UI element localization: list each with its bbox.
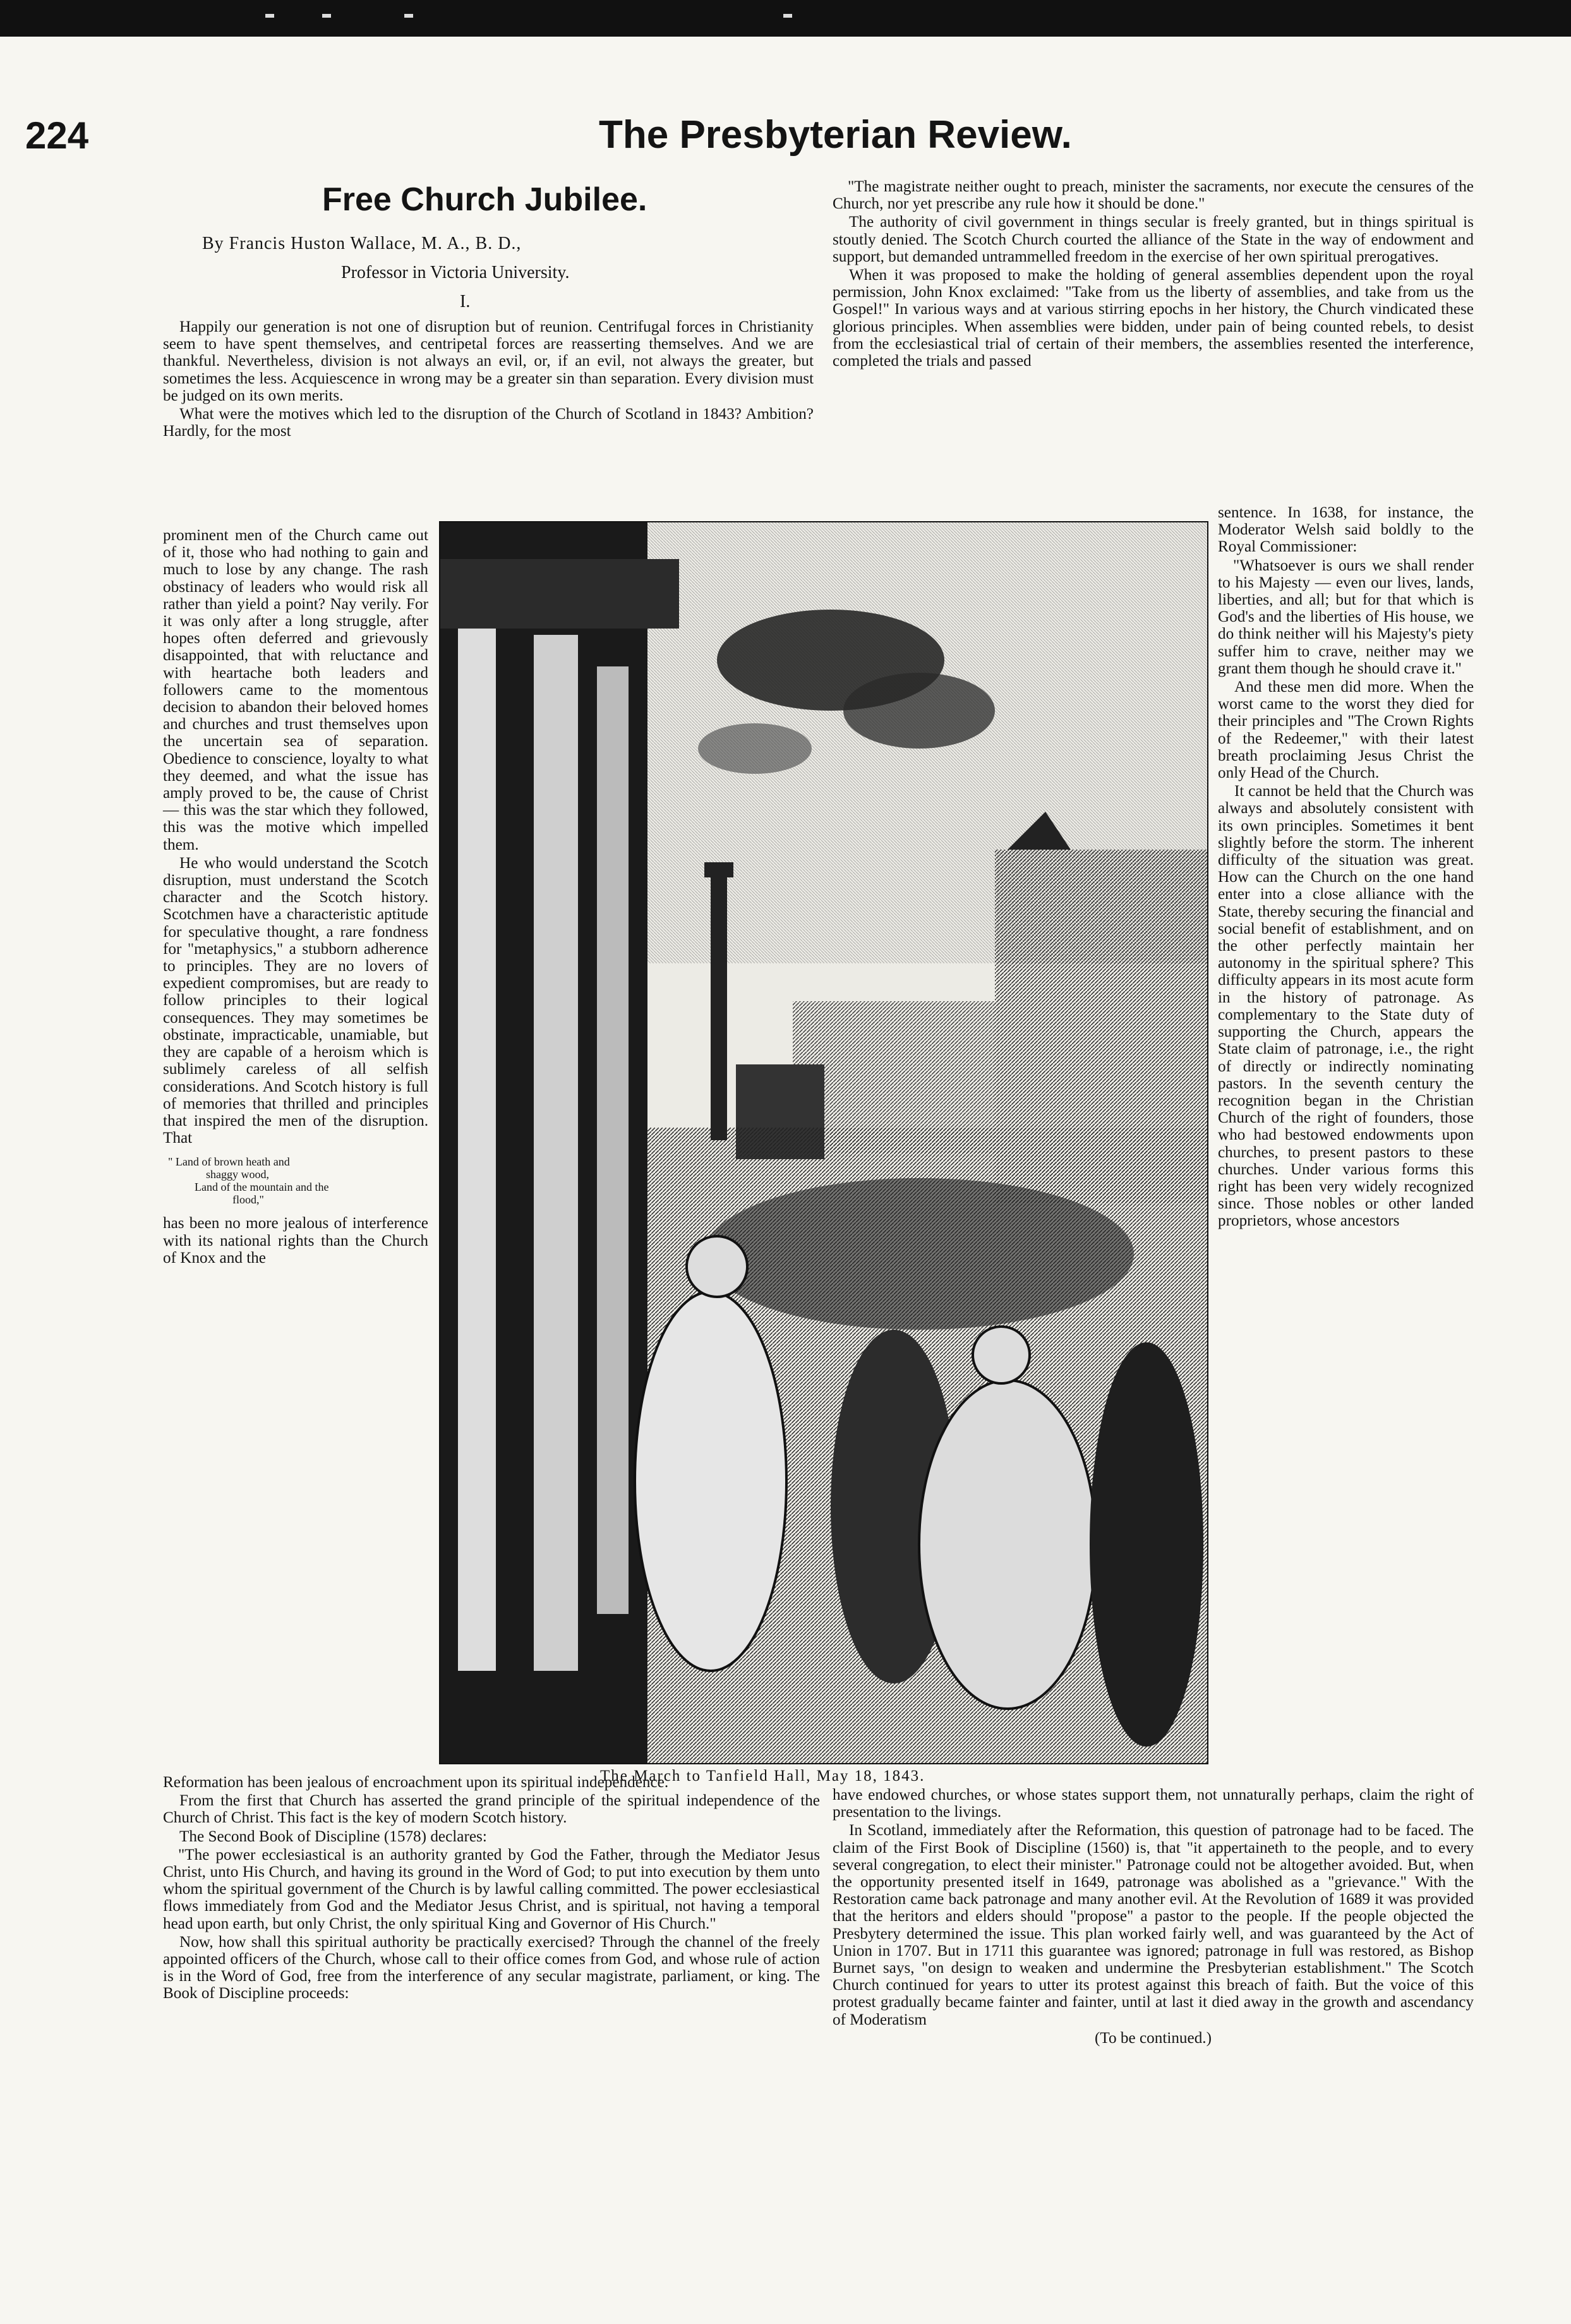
crowd-mass (704, 1178, 1134, 1330)
verse-line: flood," (232, 1193, 264, 1207)
paragraph: When it was proposed to make the holding of general assemblies dependent upon the royal permission, John Knox exclaimed: "Take from us the liberty of assemblies, and take from us the Gospel!" In various ways and at various stirring epochs in her history, the Church vindicated these glorious principles. When assemblies were bidden, under pain of being counted rebels, to desist from the ecclesiastical trial of certain of their members, the assemblies resented the interference, completed the trials and passed (833, 267, 1474, 370)
figure-head (687, 1236, 747, 1297)
paragraph: have endowed churches, or whose states support them, not unnaturally perhaps, claim the right of presentation to the livings. (833, 1786, 1474, 1821)
paragraph: He who would understand the Scotch disruption, must understand the Scotch character and the Scotch history. Scotchmen have a characteristic aptitude for speculative thought, a rare fondness for "metaphysics," a stubborn adherence to principles. They are no lovers of expedient compromises, but are ready to follow principles to their logical consequences. They may sometimes be obstinate, impracticable, unamiable, but they are capable of a heroism which is sublimely careless of all selfish considerations. And Scotch history is full of memories that thrilled and principles that inspired the men of the disruption. That (163, 854, 428, 1147)
paragraph: What were the motives which led to the disruption of the Church of Scotland in 1843? Ambition? Hardly, for the most (163, 406, 814, 440)
paragraph: has been no more jealous of interference with its national rights than the Church of Knox and the (163, 1215, 428, 1267)
monument-top (704, 862, 733, 877)
column (597, 666, 629, 1614)
paragraph: Now, how shall this spiritual authority be practically exercised? Through the channel of the freely appointed officers of the Church, whose call to their office comes from God, and whose rule of action is in the Word of God, free from the interference of any secular magistrate, parliament, or king. The Book of Discipline proceeds: (163, 1933, 820, 2002)
paragraph: prominent men of the Church came out of it, those who had nothing to gain and much to lose by any change. The rash obstinacy of leaders who would risk all rather than yield a point? Nay verily. For it was only after a long struggle, after hopes often deferred and grievously disappointed, that with reluctance and with heartache both leaders and followers came to the momentous decision to abandon their beloved homes and churches and trust themselves upon the uncertain sea of separation. Obedience to conscience, loyalty to what they deemed, and what the issue has amply proved to be, the cause of Christ — this was the star which they followed, this was the motive which impelled them. (163, 527, 428, 853)
column (534, 635, 578, 1671)
left-column-narrow (163, 527, 428, 1268)
right-column-narrow (1218, 504, 1474, 1231)
verse-quotation (163, 1155, 428, 1206)
scan-top-border (0, 0, 1571, 37)
verse-line: " Land of brown heath and (168, 1155, 290, 1169)
paragraph: It cannot be held that the Church was always and absolutely consistent with its own principles. Sometimes it bent slightly before the storm. The inherent difficulty of the situation was great. How can the Church on the one hand enter into a close alliance with the State, thereby securing the financial and social benefit of establishment, and on the other perfectly maintain her autonomy in the spiritual sphere? This difficulty appears in its most acute form in the history of patronage. As complementary to the State duty of supporting the Church, appears the State claim of patronage, i.e., the right of directly or indirectly nominating pastors. In the seventh century the recognition began in the Christian Church of the right of founders, those who had bestowed endowments upon churches, to present pastors to these churches. Under various forms this right has been very widely recognized since. Those nobles or other landed proprietors, whose ancestors (1218, 783, 1474, 1230)
quotation: "Whatsoever is ours we shall render to his Majesty — even our lives, lands, liberties, and all; but for that which is God's and the liberties of His house, we do think neither will his Majesty's piety suffer him to crave, neither may we grant them though he should crave it." (1218, 557, 1474, 677)
article-byline: By Francis Huston Wallace, M. A., B. D., (202, 234, 522, 253)
paragraph: From the first that Church has asserted the grand principle of the spiritual independence of the Church of Christ. This fact is the key of modern Scotch history. (163, 1792, 820, 1827)
article-title: Free Church Jubilee. (322, 181, 647, 218)
cloud (843, 673, 995, 749)
column (458, 597, 496, 1671)
entablature (439, 559, 679, 629)
quotation: "The power ecclesiastical is an authority granted by God the Father, through the Mediator Jesus Christ, unto His Church, and having its ground in the Word of God; to put into execution by them unto whom the spiritual government of the Church is by lawful calling committed. The power ecclesiastical flows immediately from God and the Mediator Jesus Christ, and is spiritual, not having a temporal head upon earth, but only Christ, the only spiritual King and Governor of His Church." (163, 1846, 820, 1932)
author-affiliation: Professor in Victoria University. (341, 263, 570, 282)
paragraph: Happily our generation is not one of disruption but of reunion. Centrifugal forces in Christianity seem to have spent themselves, and centripetal forces are reasserting themselves. And we are thankful. Nevertheless, division is not always an evil, or, if an evil, not always the greater, but sometimes the less. Acquiescence in wrong may be a greater sin than separation. Every division must be judged on its own merits. (163, 318, 814, 404)
illustration-march-engraving (439, 521, 1208, 1764)
scan-speck (322, 14, 331, 18)
figure-foreground (635, 1292, 786, 1671)
left-column-top (163, 318, 814, 441)
illustration-caption: The March to Tanfield Hall, May 18, 1843. (600, 1767, 925, 1785)
to-be-continued: (To be continued.) (1095, 2029, 1212, 2047)
figure-head (973, 1327, 1030, 1383)
quotation: "The magistrate neither ought to preach, minister the sacraments, nor execute the censures of the Church, nor yet prescribe any rule how it should be done." (833, 178, 1474, 213)
figure-foreground (1090, 1342, 1203, 1747)
scan-speck (404, 14, 413, 18)
cloud (698, 723, 812, 774)
verse-line: Land of the mountain and the (195, 1181, 329, 1194)
verse-line: shaggy wood, (206, 1168, 269, 1181)
scan-speck (783, 14, 792, 18)
page-number: 224 (25, 114, 89, 157)
paragraph: In Scotland, immediately after the Reformation, this question of patronage had to be faced. The claim of the First Book of Discipline (1560) is, that "it appertaineth to the people, and to every several congregation, to elect their minister." Patronage could not be altogether avoided. But, when the opportunity presented itself in 1649, patronage was abolished as a "grievance." With the Restoration came back patronage and many another evil. At the Revolution of 1689 it was provided that the heritors and elders should "propose" a pastor to the people. If the people objected the Presbytery determined the issue. This plan worked fairly well, and was guaranteed by the Act of Union in 1707. But in 1711 this guarantee was ignored; patronage in full was restored, as Bishop Burnet says, "on design to weaken and undermine the Presbyterian establishment." The Scotch Church continued for years to utter its protest against this breach of faith. But the voice of this protest gradually became fainter and fainter, until at last it died away in the growth and ascendancy of Moderatism (833, 1822, 1474, 2028)
figure-lady (919, 1380, 1096, 1709)
right-column-top (833, 178, 1474, 371)
right-column-bottom (833, 1786, 1474, 2048)
paragraph: sentence. In 1638, for instance, the Moderator Welsh said boldly to the Royal Commissioner: (1218, 504, 1474, 556)
section-number: I. (460, 292, 471, 311)
scan-speck (265, 14, 274, 18)
paragraph: Reformation has been jealous of encroachment upon its spiritual independence. (163, 1774, 669, 1791)
paragraph: And these men did more. When the worst came to the worst they died for their principles and "The Crown Rights of the Redeemer," with their latest breath proclaiming Jesus Christ the only Head of the Church. (1218, 678, 1474, 782)
monument-column (711, 875, 727, 1140)
left-column-bottom (163, 1774, 820, 2004)
running-head: The Presbyterian Review. (599, 113, 1072, 157)
paragraph: The Second Book of Discipline (1578) declares: (179, 1827, 487, 1845)
paragraph: The authority of civil government in things secular is freely granted, but in things spiritual is stoutly denied. The Scotch Church courted the alliance of the State in the way of endowment and support, but demanded untrammelled freedom in the exercise of her own spiritual prerogatives. (833, 214, 1474, 265)
